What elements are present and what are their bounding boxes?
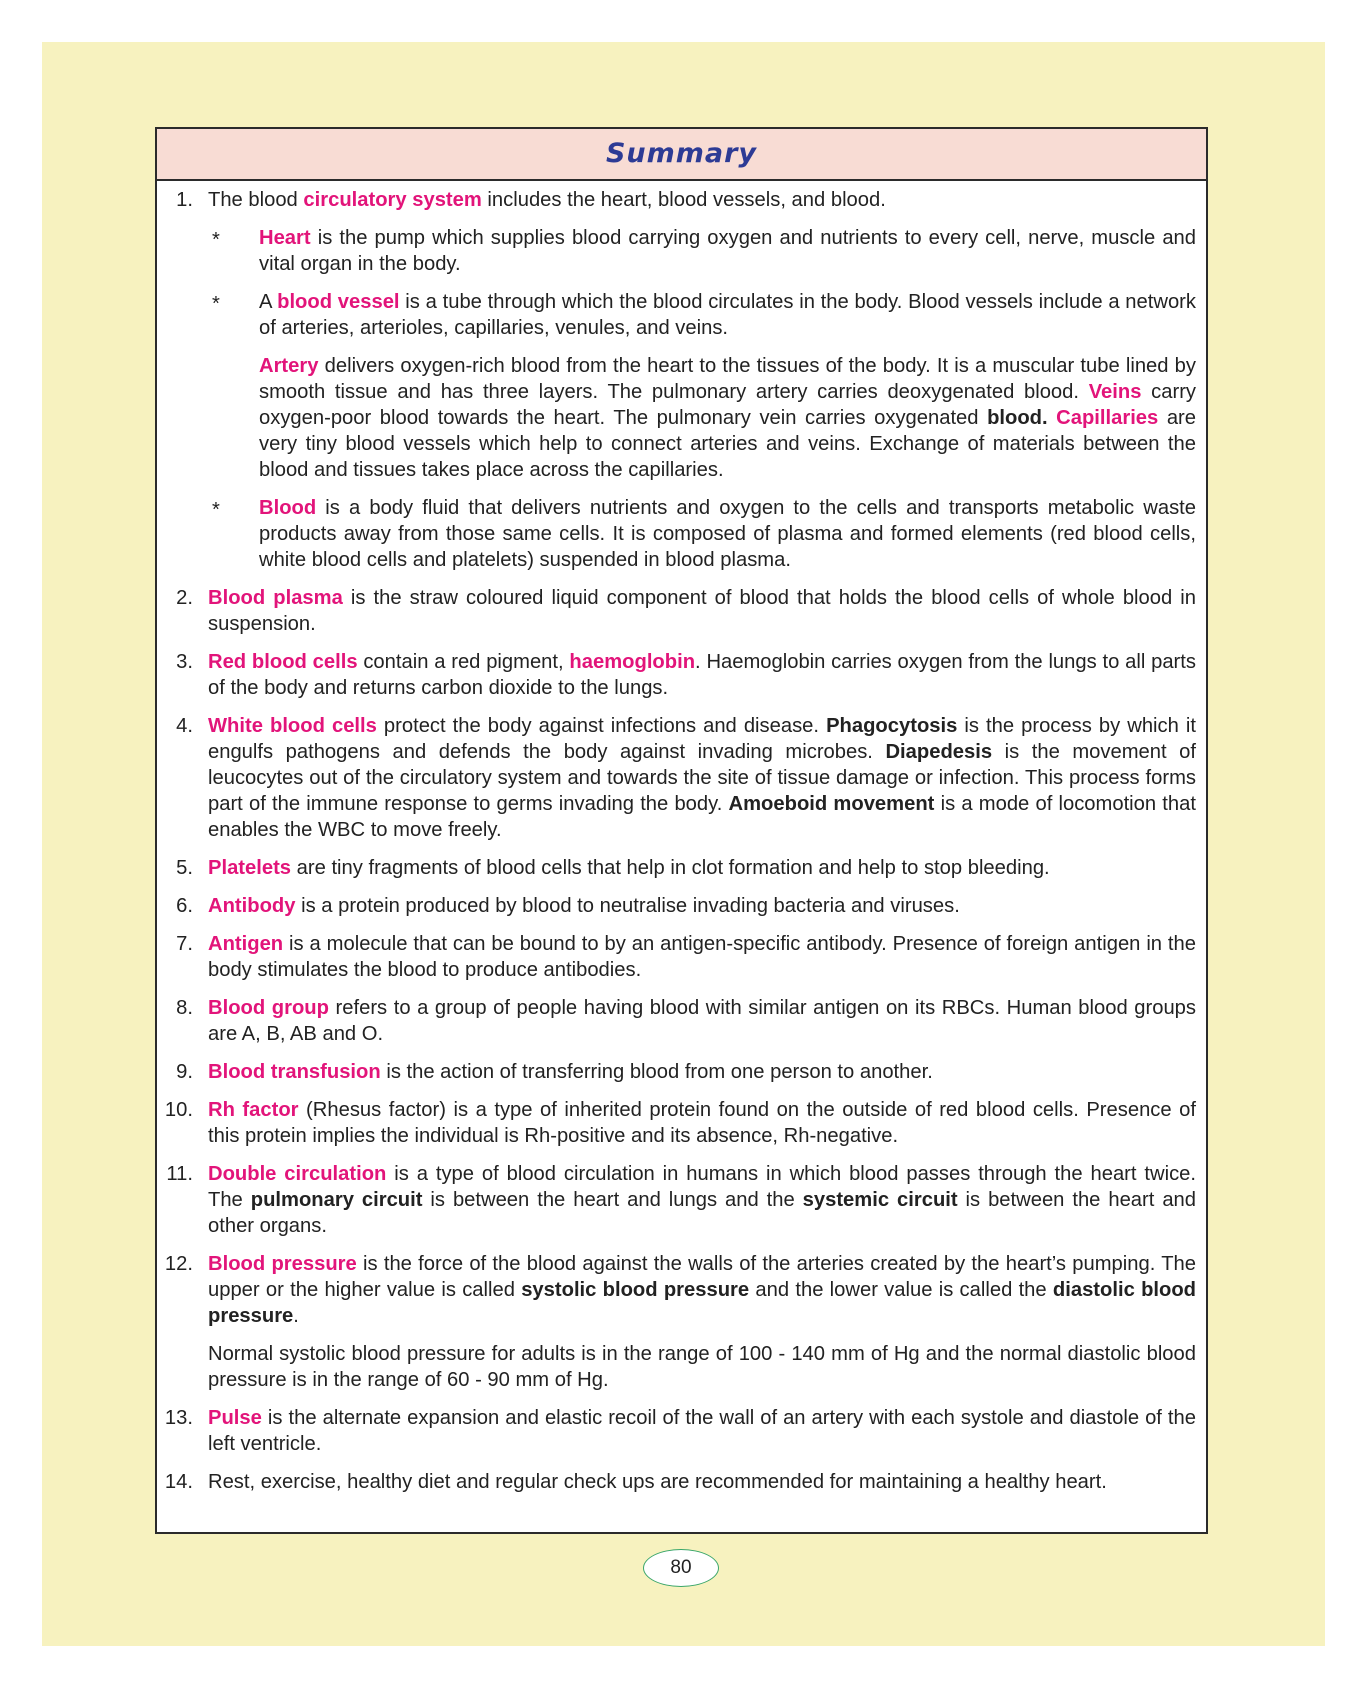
list-item: 14. Rest, exercise, healthy diet and regular check ups are recommended for maintaining a healthy heart.	[157, 1469, 1196, 1495]
item-number: 1.	[176, 189, 193, 211]
bullet-star: *	[212, 499, 220, 521]
sub-paragraph: Artery delivers oxygen-rich blood from the heart to the tissues of the body. It is a muscular tube lined by smooth tissue and has three layers. The pulmonary artery carries deoxygenated blood. Veins carry oxygen-poor blood towards the heart. The pulmonary vein carries oxygenated blood. Capillaries are very tiny blood vessels which help to connect arteries and veins. Exchange of materials between the blood and tissues takes place across the capillaries.	[259, 355, 1197, 481]
list-item: 5. Platelets are tiny fragments of blood cells that help in clot formation and help to stop bleeding.	[157, 855, 1196, 881]
bold-term: systemic circuit	[802, 1189, 958, 1211]
list-item: 4. White blood cells protect the body against infections and disease. Phagocytosis is the process by which it engulfs pathogens and defends the body against invading microbes. Diapedesis is the movement of leucocytes out of the circulatory system and towards the site of tissue damage or infection. This process forms part of the immune response to germs invading the body. Amoeboid movement is a mode of locomotion that enables the WBC to move freely.	[157, 713, 1196, 843]
sub-item: * Heart is the pump which supplies blood carrying oxygen and nutrients to every cell, nerve, muscle and vital organ in the body.	[212, 227, 1196, 275]
bold-term: Phagocytosis	[826, 715, 958, 737]
list-item: 3. Red blood cells contain a red pigment, haemoglobin. Haemoglobin carries oxygen from the lungs to all parts of the body and returns carbon dioxide to the lungs.	[157, 649, 1196, 701]
keyword: circulatory system	[303, 189, 482, 211]
list-item: 10. Rh factor (Rhesus factor) is a type of inherited protein found on the outside of red blood cells. Presence of this protein implies the individual is Rh-positive and its absence, Rh-negative.	[157, 1097, 1196, 1149]
list-item: 13. Pulse is the alternate expansion and elastic recoil of the wall of an artery with each systole and diastole of the left ventricle.	[157, 1405, 1196, 1457]
keyword: haemoglobin	[569, 651, 696, 673]
keyword: Veins	[1088, 381, 1142, 403]
summary-content	[157, 181, 1206, 1495]
item-number: 7.	[176, 933, 193, 955]
keyword: Pulse	[208, 1407, 262, 1429]
bold-term: systolic blood pressure	[521, 1279, 750, 1301]
keyword: Blood transfusion	[208, 1061, 381, 1083]
keyword: Blood	[259, 497, 317, 519]
item-number: 5.	[176, 857, 193, 879]
bold-term: pulmonary circuit	[250, 1189, 423, 1211]
keyword: White blood cells	[208, 715, 377, 737]
bold-term: Diapedesis	[885, 741, 993, 763]
keyword: Blood group	[208, 997, 329, 1019]
summary-box	[155, 127, 1208, 1534]
bullet-star: *	[212, 293, 220, 315]
keyword: Antigen	[208, 933, 284, 955]
item-number: 9.	[176, 1061, 193, 1083]
bold-term: blood.	[987, 407, 1048, 429]
item-number: 14.	[164, 1471, 193, 1493]
keyword: Red blood cells	[208, 651, 358, 673]
item-number: 13.	[164, 1407, 193, 1429]
item-number: 4.	[176, 715, 193, 737]
sub-item: * Blood is a body fluid that delivers nutrients and oxygen to the cells and transports metabolic waste products away from those same cells. It is composed of plasma and formed elements (red blood cells, white blood cells and platelets) suspended in blood plasma.	[212, 497, 1196, 571]
keyword: Heart	[259, 227, 311, 249]
item-number: 3.	[176, 651, 193, 673]
list-item: 11. Double circulation is a type of blood circulation in humans in which blood passes through the heart twice. The pulmonary circuit is between the heart and lungs and the systemic circuit is between the heart and other organs.	[157, 1161, 1196, 1239]
keyword: Platelets	[208, 857, 292, 879]
list-item: 7. Antigen is a molecule that can be bound to by an antigen-specific antibody. Presence of foreign antigen in the body stimulates the blood to produce antibodies.	[157, 931, 1196, 983]
item-number: 8.	[176, 997, 193, 1019]
keyword: Blood plasma	[208, 587, 343, 609]
bullet-star: *	[212, 229, 220, 251]
keyword: Artery	[259, 355, 319, 377]
keyword: Double circulation	[208, 1163, 387, 1185]
sub-paragraph: Normal systolic blood pressure for adults is in the range of 100 - 140 mm of Hg and the normal diastolic blood pressure is in the range of 60 - 90 mm of Hg.	[208, 1343, 1196, 1391]
keyword: Capillaries	[1056, 407, 1159, 429]
keyword: Antibody	[208, 895, 296, 917]
keyword: Rh factor	[208, 1099, 299, 1121]
item-number: 6.	[176, 895, 193, 917]
list-item: 6. Antibody is a protein produced by blood to neutralise invading bacteria and viruses.	[157, 893, 1196, 919]
bold-term: Amoeboid movement	[728, 793, 935, 815]
keyword: blood vessel	[277, 291, 400, 313]
list-item: 2. Blood plasma is the straw coloured liquid component of blood that holds the blood cells of whole blood in suspension.	[157, 585, 1196, 637]
item-number: 10.	[164, 1099, 193, 1121]
item-number: 12.	[164, 1253, 193, 1275]
item-number: 2.	[176, 587, 193, 609]
list-item: 12. Blood pressure is the force of the blood against the walls of the arteries created by the heart’s pumping. The upper or the higher value is called systolic blood pressure and the lower value is called the diastolic blood pressure.	[157, 1251, 1196, 1329]
keyword: Blood pressure	[208, 1253, 357, 1275]
list-item: 9. Blood transfusion is the action of transferring blood from one person to another.	[157, 1059, 1196, 1085]
bold-term: diastolic blood pressure	[208, 1279, 1196, 1327]
page-number: 80	[643, 1549, 719, 1587]
item-number: 11.	[166, 1163, 193, 1185]
sub-item: * A blood vessel is a tube through which the blood circulates in the body. Blood vessels include a network of arteries, arterioles, capillaries, venules, and veins.	[212, 291, 1196, 339]
list-item: 1. The blood circulatory system includes the heart, blood vessels, and blood.	[157, 187, 1196, 213]
list-item: 8. Blood group refers to a group of people having blood with similar antigen on its RBCs. Human blood groups are A, B, AB and O.	[157, 995, 1196, 1047]
summary-title: Summary	[157, 129, 1206, 181]
